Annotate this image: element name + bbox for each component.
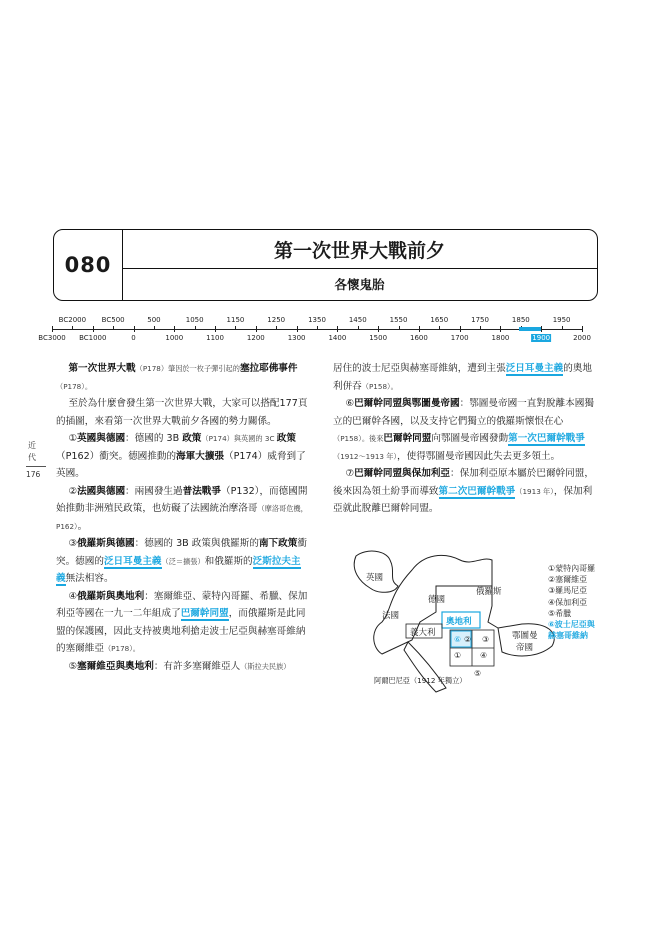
- timeline-tick: [500, 326, 501, 332]
- map-marker-5: ⑤: [474, 669, 482, 678]
- map-marker-1: ①: [454, 651, 462, 660]
- left-column: [56, 360, 308, 675]
- num: ⑦: [345, 468, 355, 479]
- timeline-tick: [72, 326, 73, 330]
- timeline-tick: [154, 326, 155, 330]
- term: 政策: [182, 433, 202, 444]
- map-label-austria: 奧地利: [446, 617, 472, 627]
- timeline-tick: [541, 326, 542, 332]
- timeline-tick: [93, 326, 94, 332]
- timeline-label-bottom: 1500: [369, 334, 388, 342]
- text: ：有許多塞爾維亞人: [153, 660, 241, 672]
- timeline-tick: [235, 326, 236, 330]
- num: ⑥: [345, 398, 355, 409]
- heading-uk-germany: 英國與德國: [77, 433, 126, 444]
- num: ⑤: [68, 660, 78, 672]
- text: （P132），而德國開始推動非洲殖民政策，也妨礙了法國統治摩洛哥: [56, 485, 308, 514]
- map-britain-outline: [354, 551, 398, 592]
- section-subtitle: 各懷鬼胎: [334, 277, 385, 292]
- text: 居住的波士尼亞與赫塞哥維納，遭到主張: [333, 363, 506, 374]
- timeline-tick: [399, 326, 400, 330]
- section-header: [53, 229, 598, 301]
- paragraph-russia-germany: [56, 535, 308, 588]
- section-number: 080: [54, 230, 123, 300]
- map-label-germany: 德國: [428, 595, 446, 605]
- map-marker-2: ②: [464, 635, 472, 644]
- heading-france-germany: 法國與德國: [77, 485, 126, 497]
- legend-item: ③羅馬尼亞: [548, 586, 588, 596]
- text: 的奧地利併吞: [333, 363, 593, 392]
- timeline-label-top: BC500: [101, 316, 125, 324]
- timeline-label-top: 500: [147, 316, 161, 324]
- timeline-tick: [174, 326, 175, 332]
- timeline-tick: [358, 326, 359, 330]
- note: （斯拉夫民族）: [240, 661, 291, 671]
- term: 政策: [276, 433, 296, 444]
- legend-item: ⑤希臘: [548, 608, 572, 618]
- map-label-france: 法國: [382, 611, 400, 621]
- timeline-tick: [52, 326, 53, 332]
- timeline-tick: [337, 326, 338, 332]
- paragraph-intro: [56, 360, 308, 395]
- timeline-highlight: [519, 327, 541, 331]
- timeline-label-bottom: 1200: [246, 334, 265, 342]
- timeline-label-top: 1650: [430, 316, 449, 324]
- map-label-ottoman-2: 帝國: [516, 643, 534, 653]
- map-marker-4: ④: [480, 651, 488, 660]
- timeline-label-bottom: 1900: [532, 334, 551, 342]
- timeline-label-bottom: BC1000: [79, 334, 107, 342]
- timeline-label-bottom: 2000: [573, 334, 591, 342]
- map-legend: [548, 563, 595, 641]
- timeline-label-bottom: 1400: [328, 334, 347, 342]
- section-title: 第一次世界大戰前夕: [122, 230, 597, 269]
- term-sarajevo: 塞拉耶佛事件: [239, 363, 298, 374]
- timeline-label-top: 1950: [552, 316, 571, 324]
- legend-item-selected: 赫塞哥維納: [548, 631, 588, 641]
- term-naval: 海軍大擴張: [176, 450, 225, 462]
- timeline-tick: [276, 326, 277, 330]
- paragraph-russia-austria: [56, 588, 308, 658]
- text: ：兩國發生過: [125, 485, 183, 497]
- timeline-tick: [215, 326, 216, 332]
- timeline-tick: [195, 326, 196, 330]
- timeline-tick: [134, 326, 135, 332]
- timeline-tick: [113, 326, 114, 330]
- text: ：德國的 3B 政策與俄羅斯的: [134, 538, 259, 549]
- timeline-tick: [582, 326, 583, 332]
- term-pan-german: 泛日耳曼主義: [505, 363, 564, 374]
- text: ：德國的 3B: [125, 433, 183, 444]
- page-number: 176: [26, 470, 41, 479]
- paragraph-continued: [333, 360, 595, 395]
- heading-balkan-bulgaria: 巴爾幹同盟與保加利亞: [354, 468, 451, 479]
- term-pan-slav: 泛斯拉夫主義: [56, 555, 301, 584]
- ref: （P178）。: [56, 381, 93, 391]
- term: 巴爾幹同盟: [383, 433, 432, 444]
- heading-russia-austria: 俄羅斯與奧地利: [77, 590, 145, 602]
- num: ④: [68, 590, 78, 602]
- timeline-tick: [378, 326, 379, 332]
- timeline-tick: [317, 326, 318, 330]
- text: ，而俄羅斯是此同盟的保護國，因此支持被奧地利搶走波士尼亞與赫塞哥維納的塞爾維亞: [56, 608, 306, 654]
- heading-balkan-ottoman: 巴爾幹同盟與鄂圖曼帝國: [354, 398, 460, 409]
- text: （P174）威脅到了英國。: [56, 450, 306, 479]
- timeline-label-bottom: 1800: [491, 334, 510, 342]
- timeline-label-top: 1450: [348, 316, 367, 324]
- timeline-label-top: 1250: [267, 316, 286, 324]
- map-label-albania: 阿爾巴尼亞（1912 年獨立）: [374, 676, 467, 685]
- num: ③: [68, 538, 78, 549]
- side-label-2: 代: [28, 453, 36, 462]
- text: （P174）與英國的 3C: [201, 434, 277, 443]
- paragraph-balkan-bulgaria: [333, 465, 595, 518]
- timeline-label-top: 1350: [308, 316, 326, 324]
- timeline-tick: [480, 326, 481, 330]
- ref: （P158）。: [361, 381, 398, 391]
- term-second-balkan-war: 第二次巴爾幹戰爭: [438, 485, 516, 497]
- text: ：塞爾維亞、蒙特內哥羅、希臘、保加利亞等國在一九一二年組成了: [56, 590, 308, 619]
- timeline-label-bottom: 1600: [410, 334, 428, 342]
- term: 普法戰爭: [182, 485, 221, 497]
- paragraph-balkan-ottoman: [333, 395, 595, 465]
- ref: （P178）。: [103, 644, 140, 653]
- term-pan-german: 泛日耳曼主義: [103, 555, 162, 567]
- term: 南下政策: [258, 538, 298, 549]
- text: 向鄂圖曼帝國發動: [431, 433, 509, 444]
- note: （1912～1913 年）: [333, 451, 398, 461]
- text: 。: [77, 520, 88, 532]
- paragraph-serbia-austria: [56, 658, 308, 676]
- timeline-tick: [439, 326, 440, 330]
- note: （1913 年）: [515, 486, 554, 496]
- legend-item: ①蒙特內哥羅: [548, 564, 596, 573]
- timeline-label-top: 1750: [471, 316, 489, 324]
- right-column: [333, 360, 595, 518]
- timeline-label-bottom: 1000: [165, 334, 184, 342]
- timeline-tick: [297, 326, 298, 332]
- text: （P158）。後來: [333, 434, 384, 443]
- timeline-label-bottom: 1300: [287, 334, 306, 342]
- legend-item: ④保加利亞: [548, 597, 588, 607]
- map-label-russia: 俄羅斯: [476, 587, 502, 597]
- era-timeline: [40, 314, 600, 348]
- timeline-tick: [460, 326, 461, 332]
- text: ，使得鄂圖曼帝國因此失去更多領土。: [397, 450, 561, 462]
- map-label-italy: 義大利: [410, 628, 436, 638]
- text: 衝突。德國的: [56, 538, 307, 567]
- note: （摩洛哥危機，P162）: [56, 504, 308, 531]
- note: （泛＝擴張）: [161, 556, 205, 566]
- timeline-tick: [562, 326, 563, 330]
- ref: （P178）肇因於一枚子彈引起的: [135, 364, 240, 373]
- timeline-label-bottom: 1700: [450, 334, 469, 342]
- paragraph-uk-germany: [56, 430, 308, 483]
- side-label-1: 近: [28, 441, 36, 450]
- text: ：保加利亞原本屬於巴爾幹同盟，後來因為領土紛爭而導致: [333, 468, 594, 497]
- map-label-britain: 英國: [366, 573, 384, 583]
- num: ②: [68, 485, 78, 497]
- text: 無法相容。: [65, 573, 114, 584]
- timeline-label-top: BC2000: [58, 316, 87, 324]
- term-balkan-league: 巴爾幹同盟: [180, 608, 229, 619]
- paragraph-context: 至於為什麼會發生第一次世界大戰，大家可以搭配177頁的插圖，來看第一次世界大戰前夕各國的勢力關係。: [56, 398, 308, 427]
- timeline-label-top: 1150: [226, 316, 245, 324]
- timeline-label-bottom: BC3000: [38, 334, 66, 342]
- legend-item: ②塞爾維亞: [548, 575, 588, 585]
- text: ：鄂圖曼帝國一直對脫離本國獨立的巴爾幹各國，以及支持它們獨立的俄羅斯懷恨在心: [333, 398, 594, 427]
- legend-item-selected: ⑥波士尼亞與: [548, 620, 595, 630]
- map-marker-3: ③: [482, 635, 490, 644]
- timeline-tick: [256, 326, 257, 332]
- text: ，保加利亞就此脫離巴爾幹同盟。: [333, 485, 593, 514]
- timeline-label-bottom: 0: [131, 334, 136, 342]
- side-divider: [26, 466, 46, 467]
- num: ①: [68, 433, 78, 444]
- timeline-tick: [419, 326, 420, 332]
- timeline-label-top: 1050: [185, 316, 204, 324]
- term-wwi: 第一次世界大戰: [68, 363, 136, 374]
- text: （P162）衝突。德國推動的: [56, 450, 177, 462]
- timeline-label-bottom: 1100: [206, 334, 224, 342]
- heading-russia-germany: 俄羅斯與德國: [77, 538, 135, 549]
- timeline-label-top: 1550: [389, 316, 408, 324]
- heading-serbia-austria: 塞爾維亞與奧地利: [77, 660, 154, 672]
- term-first-balkan-war: 第一次巴爾幹戰爭: [508, 433, 585, 444]
- timeline-label-top: 1850: [511, 316, 530, 324]
- text: 和俄羅斯的: [204, 555, 253, 567]
- paragraph-france-germany: [56, 483, 308, 536]
- map-label-ottoman-1: 鄂圖曼: [512, 631, 538, 641]
- map-marker-6: ⑥: [454, 635, 462, 644]
